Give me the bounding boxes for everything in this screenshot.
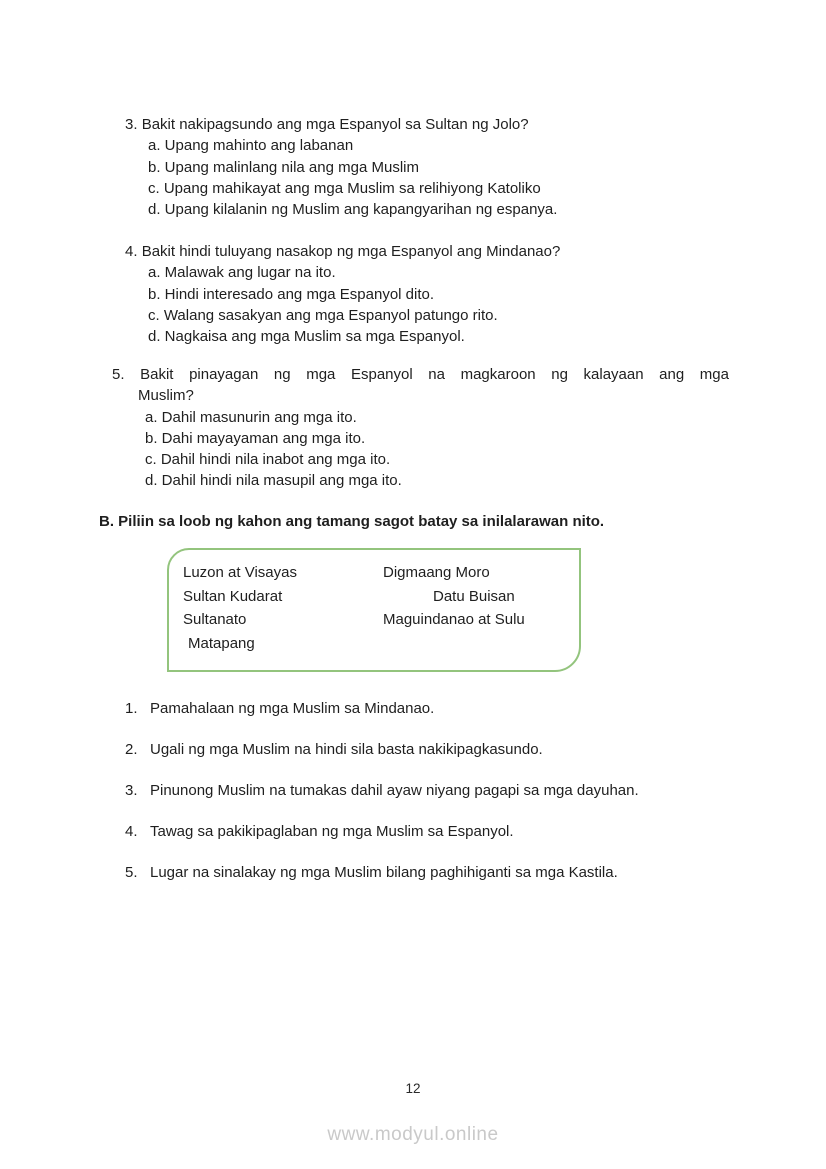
page-number: 12 xyxy=(405,1081,421,1096)
word-bank-item: Sultan Kudarat xyxy=(183,587,283,605)
question-3-option-d: d. Upang kilalanin ng Muslim ang kapangyarihan ng espanya. xyxy=(148,201,558,219)
question-4-option-c: c. Walang sasakyan ang mga Espanyol patungo rito. xyxy=(148,306,498,324)
item-text: Tawag sa pakikipaglaban ng mga Muslim sa Espanyol. xyxy=(150,823,514,840)
word-bank-item xyxy=(383,632,579,656)
item-text: Lugar na sinalakay ng mga Muslim bilang paghihiganti sa mga Kastila. xyxy=(150,864,618,881)
word-bank-grid xyxy=(169,550,579,655)
word-bank-item: Datu Buisan xyxy=(433,587,515,605)
section-b-heading: B. Piliin sa loob ng kahon ang tamang sagot batay sa inilalarawan nito. xyxy=(99,513,605,530)
list-item xyxy=(125,821,765,842)
question-4-option-d: d. Nagkaisa ang mga Muslim sa mga Espanyol. xyxy=(148,328,465,346)
question-5-text-line2: Muslim? xyxy=(138,387,194,405)
item-number: 2. xyxy=(125,741,138,758)
question-5 xyxy=(112,364,729,492)
list-item xyxy=(125,780,765,801)
question-4 xyxy=(125,241,729,347)
question-3-option-b: b. Upang malinlang nila ang mga Muslim xyxy=(148,158,419,176)
question-3-option-c: c. Upang mahikayat ang mga Muslim sa relihiyong Katoliko xyxy=(148,179,541,197)
word-bank-item: Luzon at Visayas xyxy=(183,564,297,581)
word-bank-item: Digmaang Moro xyxy=(383,564,490,581)
word-bank-item: Matapang xyxy=(188,634,255,652)
list-item xyxy=(125,739,765,760)
item-number: 3. xyxy=(125,782,138,799)
question-5-option-c: c. Dahil hindi nila inabot ang mga ito. xyxy=(145,451,391,469)
question-5-option-a: a. Dahil masunurin ang mga ito. xyxy=(145,408,357,426)
list-item xyxy=(125,698,765,719)
question-3-number: 3. xyxy=(125,116,138,133)
question-3 xyxy=(125,114,729,220)
question-3-text: 3. Bakit nakipagsundo ang mga Espanyol sa Sultan ng Jolo? xyxy=(125,116,529,133)
question-3-option-a: a. Upang mahinto ang labanan xyxy=(148,137,354,155)
item-number: 5. xyxy=(125,864,138,881)
question-5-option-d: d. Dahil hindi nila masupil ang mga ito. xyxy=(145,472,402,490)
question-4-text: 4. Bakit hindi tuluyang nasakop ng mga Espanyol ang Mindanao? xyxy=(125,243,561,260)
word-bank-box xyxy=(167,548,581,672)
question-5-text-line1: 5. Bakit pinayagan ng mga Espanyol na magkaroon ng kalayaan ang mga xyxy=(112,366,729,383)
list-item xyxy=(125,862,765,883)
item-text: Pamahalaan ng mga Muslim sa Mindanao. xyxy=(150,700,435,717)
watermark-text: www.modyul.online xyxy=(327,1124,499,1145)
question-5-option-b: b. Dahi mayayaman ang mga ito. xyxy=(145,429,366,447)
item-text: Ugali ng mga Muslim na hindi sila basta nakikipagkasundo. xyxy=(150,741,543,758)
question-4-option-b: b. Hindi interesado ang mga Espanyol dito. xyxy=(148,285,435,303)
item-text: Pinunong Muslim na tumakas dahil ayaw niyang pagapi sa mga dayuhan. xyxy=(150,782,639,799)
question-4-option-a: a. Malawak ang lugar na ito. xyxy=(148,264,336,282)
question-4-number: 4. xyxy=(125,243,138,260)
item-number: 4. xyxy=(125,823,138,840)
item-number: 1. xyxy=(125,700,138,717)
word-bank-item: Maguindanao at Sulu xyxy=(383,611,525,628)
section-b-items xyxy=(125,698,765,903)
word-bank-item: Sultanato xyxy=(183,611,247,628)
